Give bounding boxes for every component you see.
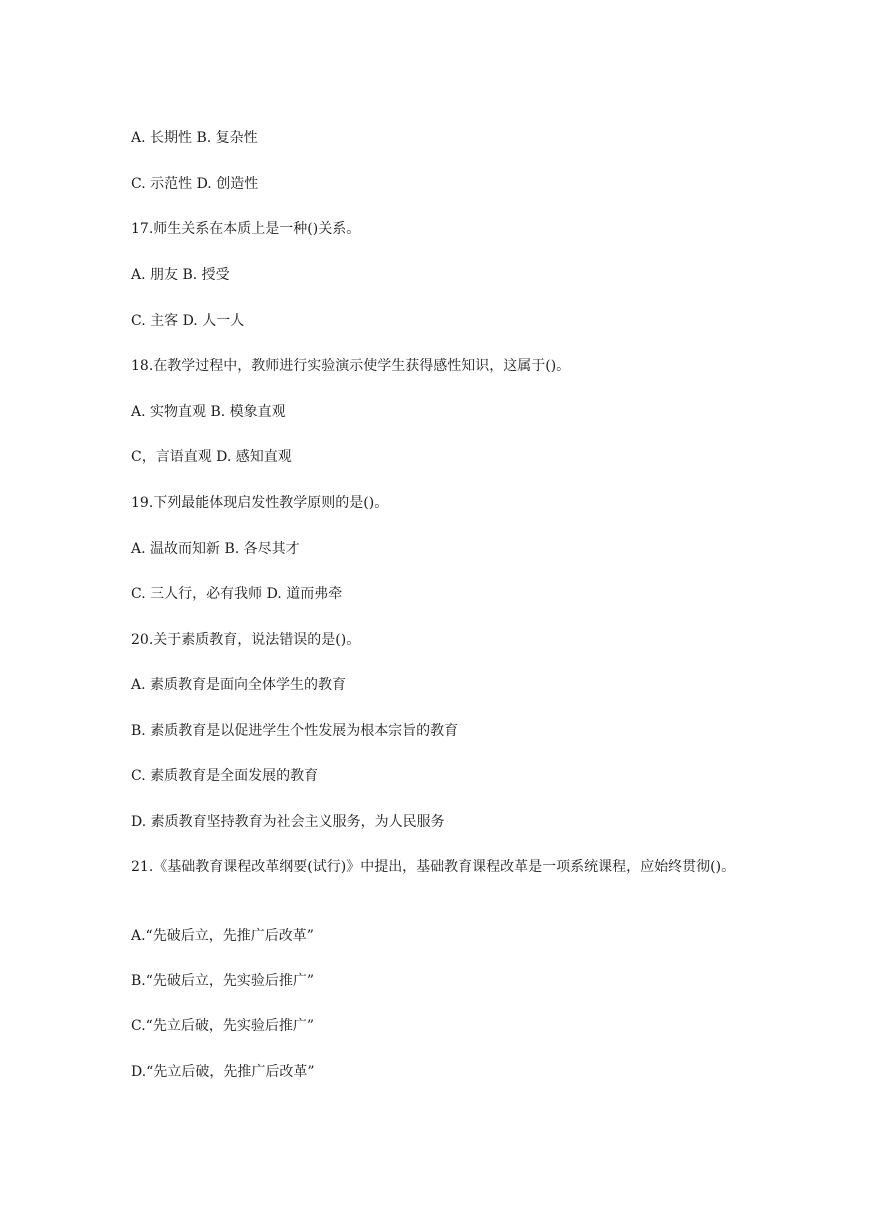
question-19: 19.下列最能体现启发性教学原则的是()。 (131, 495, 389, 511)
q18-options-ab: A. 实物直观 B. 模象直观 (131, 404, 286, 420)
q19-options-ab: A. 温故而知新 B. 各尽其才 (131, 541, 300, 557)
q19-options-cd: C. 三人行，必有我师 D. 道而弗牵 (131, 586, 343, 602)
q20-option-b: B. 素质教育是以促进学生个性发展为根本宗旨的教育 (131, 723, 459, 739)
q21-option-c: C.“先立后破，先实验后推广” (131, 1018, 314, 1034)
q20-option-d: D. 素质教育坚持教育为社会主义服务，为人民服务 (131, 814, 445, 830)
question-20: 20.关于素质教育，说法错误的是()。 (131, 632, 361, 648)
q21-option-a: A.“先破后立，先推广后改革” (131, 928, 314, 944)
q20-option-c: C. 素质教育是全面发展的教育 (131, 768, 319, 784)
q20-option-a: A. 素质教育是面向全体学生的教育 (131, 677, 347, 693)
q18-options-cd: C，言语直观 D. 感知直观 (131, 449, 292, 465)
q16-options-cd: C. 示范性 D. 创造性 (131, 176, 259, 192)
question-18: 18.在教学过程中，教师进行实验演示使学生获得感性知识，这属于()。 (131, 358, 571, 374)
question-17: 17.师生关系在本质上是一种()关系。 (131, 221, 361, 237)
q16-options-ab: A. 长期性 B. 复杂性 (131, 130, 258, 146)
q17-options-ab: A. 朋友 B. 授受 (131, 267, 230, 283)
q21-option-d: D.“先立后破，先推广后改革” (131, 1064, 315, 1080)
question-21: 21.《基础教育课程改革纲要(试行)》中提出，基础教育课程改革是一项系统课程，应始终贯彻()。 (131, 859, 736, 875)
q21-option-b: B.“先破后立，先实验后推广” (131, 973, 315, 989)
q17-options-cd: C. 主客 D. 人一人 (131, 313, 245, 329)
